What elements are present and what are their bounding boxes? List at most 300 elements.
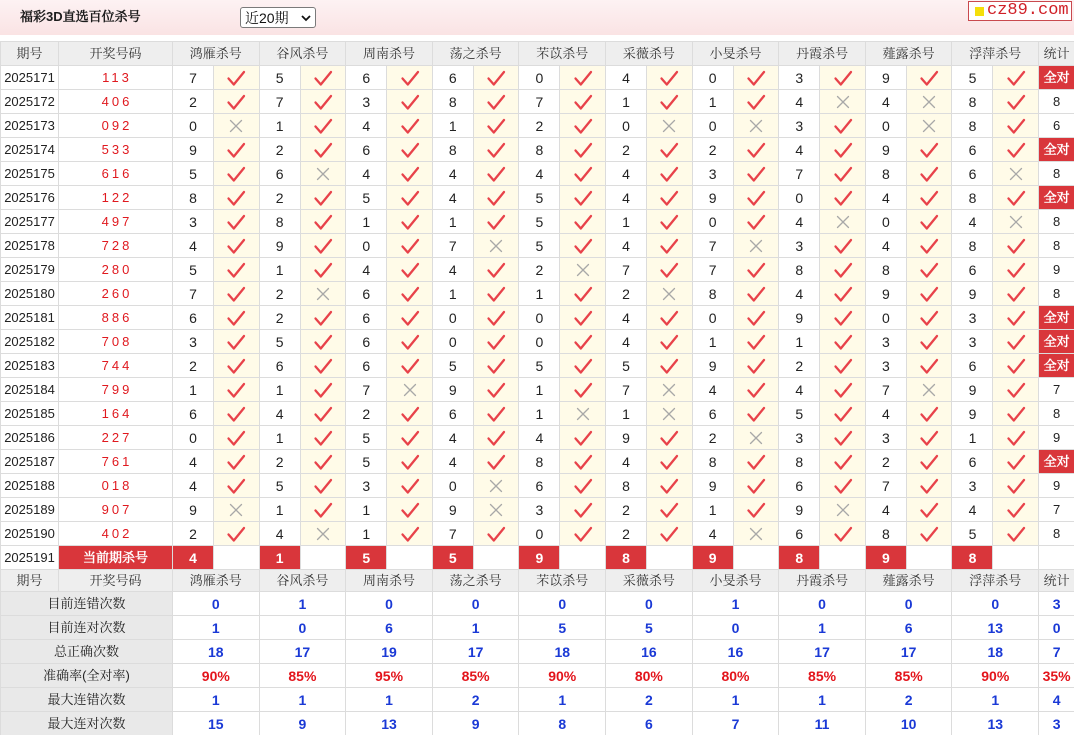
kill-number-cell: 8 xyxy=(692,450,733,474)
kill-result-cell xyxy=(733,234,779,258)
kill-number-cell: 0 xyxy=(519,306,560,330)
kill-number-cell: 9 xyxy=(606,426,647,450)
kill-result-cell xyxy=(906,66,952,90)
kill-result-cell xyxy=(906,402,952,426)
kill-number-cell: 5 xyxy=(259,330,300,354)
check-icon xyxy=(226,166,246,183)
check-icon xyxy=(573,94,593,111)
kill-number-cell: 6 xyxy=(432,402,473,426)
kill-number-cell: 2 xyxy=(173,522,214,546)
kill-number-cell: 3 xyxy=(865,426,906,450)
kill-number-cell: 2 xyxy=(606,282,647,306)
check-icon xyxy=(573,214,593,231)
kill-result-cell xyxy=(733,474,779,498)
check-icon xyxy=(573,310,593,327)
table-row xyxy=(1,138,1074,162)
chevron-down-icon xyxy=(301,13,311,23)
check-icon xyxy=(919,286,939,303)
stat-cell: 全对 xyxy=(1039,66,1074,90)
kill-number-cell: 6 xyxy=(346,330,387,354)
kill-number-cell: 0 xyxy=(519,330,560,354)
column-header-draw-number: 开奖号码 xyxy=(59,42,173,66)
check-icon xyxy=(1006,478,1026,495)
kill-result-cell xyxy=(560,306,606,330)
current-kill-result-empty xyxy=(473,546,519,570)
check-icon xyxy=(573,142,593,159)
kill-number-cell: 4 xyxy=(259,522,300,546)
kill-result-cell xyxy=(473,306,519,330)
stat-cell: 8 xyxy=(1039,162,1074,186)
summary-value: 17 xyxy=(779,640,866,664)
check-icon xyxy=(313,118,333,135)
kill-number-cell: 5 xyxy=(346,426,387,450)
kill-number-cell: 1 xyxy=(606,402,647,426)
current-kill-label: 当前期杀号 xyxy=(59,546,173,570)
kill-number-cell: 7 xyxy=(606,258,647,282)
column-header-stat: 统计 xyxy=(1039,42,1074,66)
kill-number-cell: 8 xyxy=(952,114,993,138)
summary-value: 1 xyxy=(259,688,346,712)
cross-icon xyxy=(922,119,936,133)
summary-value: 85% xyxy=(865,664,952,688)
stat-cell: 7 xyxy=(1039,378,1074,402)
kill-number-cell: 4 xyxy=(779,282,820,306)
check-icon xyxy=(573,70,593,87)
kill-number-cell: 4 xyxy=(432,426,473,450)
check-icon xyxy=(486,310,506,327)
header-row xyxy=(1,42,1074,66)
current-kill-result-empty xyxy=(300,546,346,570)
kill-number-cell: 7 xyxy=(692,258,733,282)
table-row xyxy=(1,90,1074,114)
draw-number-cell: 744 xyxy=(59,354,173,378)
kill-result-cell xyxy=(906,90,952,114)
kill-number-cell: 2 xyxy=(692,138,733,162)
kill-result-cell xyxy=(647,210,693,234)
current-kill-number: 8 xyxy=(606,546,647,570)
kill-number-cell: 2 xyxy=(259,186,300,210)
kill-result-cell xyxy=(733,354,779,378)
check-icon xyxy=(1006,310,1026,327)
check-icon xyxy=(659,238,679,255)
kill-result-cell xyxy=(820,210,866,234)
summary-value: 6 xyxy=(606,712,693,735)
summary-row xyxy=(1,592,1074,616)
kill-result-cell xyxy=(300,162,346,186)
check-icon xyxy=(313,454,333,471)
check-icon xyxy=(919,190,939,207)
column-header-expert: 采薇杀号 xyxy=(606,42,693,66)
kill-result-cell xyxy=(214,354,260,378)
kill-result-cell xyxy=(473,522,519,546)
kill-result-cell xyxy=(214,282,260,306)
kill-number-cell: 4 xyxy=(952,498,993,522)
kill-result-cell xyxy=(906,474,952,498)
summary-value: 9 xyxy=(259,712,346,735)
kill-number-cell: 4 xyxy=(606,186,647,210)
check-icon xyxy=(313,238,333,255)
kill-number-cell: 5 xyxy=(346,450,387,474)
kill-result-cell xyxy=(214,162,260,186)
cross-icon xyxy=(316,287,330,301)
summary-value: 8 xyxy=(519,712,606,735)
kill-number-cell: 1 xyxy=(692,498,733,522)
kill-result-cell xyxy=(214,498,260,522)
kill-result-cell xyxy=(560,426,606,450)
kill-result-cell xyxy=(387,498,433,522)
kill-result-cell xyxy=(387,522,433,546)
kill-number-cell: 0 xyxy=(346,234,387,258)
kill-result-cell xyxy=(387,378,433,402)
stat-cell: 6 xyxy=(1039,114,1074,138)
kill-number-cell: 5 xyxy=(519,210,560,234)
summary-value: 2 xyxy=(606,688,693,712)
site-logo[interactable] xyxy=(968,1,1072,21)
kill-number-cell: 4 xyxy=(865,90,906,114)
check-icon xyxy=(573,502,593,519)
kill-result-cell xyxy=(733,450,779,474)
summary-section xyxy=(1,592,1074,735)
kill-result-cell xyxy=(387,234,433,258)
check-icon xyxy=(919,502,939,519)
check-icon xyxy=(919,334,939,351)
summary-value: 0 xyxy=(259,616,346,640)
summary-value: 85% xyxy=(779,664,866,688)
cross-icon xyxy=(749,431,763,445)
kill-number-cell: 3 xyxy=(865,354,906,378)
table-row xyxy=(1,306,1074,330)
kill-number-cell: 5 xyxy=(519,186,560,210)
check-icon xyxy=(313,94,333,111)
table-row xyxy=(1,234,1074,258)
kill-number-cell: 8 xyxy=(432,138,473,162)
kill-result-cell xyxy=(473,330,519,354)
kill-number-cell: 1 xyxy=(779,330,820,354)
cross-icon xyxy=(749,119,763,133)
kill-number-cell: 3 xyxy=(519,498,560,522)
kill-number-cell: 8 xyxy=(692,282,733,306)
kill-result-cell xyxy=(473,66,519,90)
check-icon xyxy=(226,358,246,375)
check-icon xyxy=(400,454,420,471)
kill-result-cell xyxy=(647,330,693,354)
kill-result-cell xyxy=(733,258,779,282)
period-range-select[interactable] xyxy=(240,7,316,28)
stat-cell: 全对 xyxy=(1039,186,1074,210)
cross-icon xyxy=(836,215,850,229)
column-header-stat: 统计 xyxy=(1039,570,1074,592)
stat-cell: 8 xyxy=(1039,282,1074,306)
kill-result-cell xyxy=(214,90,260,114)
kill-number-cell: 0 xyxy=(692,66,733,90)
kill-result-cell xyxy=(733,330,779,354)
check-icon xyxy=(573,118,593,135)
column-header-period: 期号 xyxy=(1,42,59,66)
check-icon xyxy=(573,478,593,495)
draw-number-cell: 113 xyxy=(59,66,173,90)
kill-result-cell xyxy=(993,450,1039,474)
kill-result-cell xyxy=(214,138,260,162)
check-icon xyxy=(833,526,853,543)
kill-number-cell: 3 xyxy=(692,162,733,186)
kill-number-cell: 4 xyxy=(865,498,906,522)
kill-number-cell: 8 xyxy=(519,138,560,162)
kill-result-cell xyxy=(820,162,866,186)
current-kill-result-empty xyxy=(733,546,779,570)
column-header-expert: 浮萍杀号 xyxy=(952,570,1039,592)
table-row xyxy=(1,282,1074,306)
kill-result-cell xyxy=(214,378,260,402)
check-icon xyxy=(746,502,766,519)
check-icon xyxy=(313,478,333,495)
kill-number-cell: 9 xyxy=(259,234,300,258)
kill-result-cell xyxy=(473,186,519,210)
cross-icon xyxy=(836,503,850,517)
kill-number-cell: 4 xyxy=(346,162,387,186)
kill-number-cell: 4 xyxy=(173,450,214,474)
summary-value: 15 xyxy=(173,712,260,735)
kill-result-cell xyxy=(906,210,952,234)
kill-number-cell: 8 xyxy=(952,186,993,210)
summary-stat-value: 3 xyxy=(1039,592,1074,616)
current-kill-result-empty xyxy=(387,546,433,570)
check-icon xyxy=(1006,262,1026,279)
kill-number-cell: 5 xyxy=(259,474,300,498)
kill-result-cell xyxy=(473,282,519,306)
check-icon xyxy=(400,502,420,519)
check-icon xyxy=(659,502,679,519)
kill-number-cell: 4 xyxy=(606,330,647,354)
check-icon xyxy=(919,478,939,495)
stat-cell: 全对 xyxy=(1039,450,1074,474)
draw-number-cell: 406 xyxy=(59,90,173,114)
kill-result-cell xyxy=(993,306,1039,330)
summary-value: 1 xyxy=(692,688,779,712)
kill-result-cell xyxy=(820,450,866,474)
check-icon xyxy=(919,406,939,423)
draw-number-cell: 122 xyxy=(59,186,173,210)
check-icon xyxy=(746,310,766,327)
kill-result-cell xyxy=(820,354,866,378)
kill-result-cell xyxy=(387,330,433,354)
table-row xyxy=(1,354,1074,378)
summary-stat-value: 3 xyxy=(1039,712,1074,735)
kill-number-cell: 4 xyxy=(432,258,473,282)
kill-number-cell: 0 xyxy=(865,210,906,234)
kill-result-cell xyxy=(906,354,952,378)
check-icon xyxy=(746,262,766,279)
summary-value: 16 xyxy=(606,640,693,664)
kill-result-cell xyxy=(993,234,1039,258)
kill-number-cell: 7 xyxy=(606,378,647,402)
current-kill-number: 4 xyxy=(173,546,214,570)
kill-result-cell xyxy=(387,306,433,330)
kill-result-cell xyxy=(560,162,606,186)
cross-icon xyxy=(922,95,936,109)
check-icon xyxy=(226,454,246,471)
history-rows xyxy=(1,66,1074,546)
kill-number-cell: 3 xyxy=(952,330,993,354)
kill-number-cell: 9 xyxy=(865,66,906,90)
kill-number-cell: 8 xyxy=(519,450,560,474)
cross-icon xyxy=(316,527,330,541)
current-kill-result-empty xyxy=(214,546,260,570)
check-icon xyxy=(833,334,853,351)
kill-number-cell: 3 xyxy=(779,234,820,258)
kill-number-cell: 4 xyxy=(952,210,993,234)
check-icon xyxy=(486,382,506,399)
current-kill-number: 9 xyxy=(519,546,560,570)
check-icon xyxy=(746,214,766,231)
column-header-expert: 鸿雁杀号 xyxy=(173,570,260,592)
column-header-expert: 芣苡杀号 xyxy=(519,570,606,592)
kill-result-cell xyxy=(473,162,519,186)
check-icon xyxy=(833,406,853,423)
logo-text: cz89.com xyxy=(987,1,1069,20)
kill-result-cell xyxy=(387,450,433,474)
period-cell: 2025175 xyxy=(1,162,59,186)
kill-result-cell xyxy=(906,282,952,306)
kill-number-table-wrap xyxy=(0,41,1074,735)
period-cell: 2025178 xyxy=(1,234,59,258)
check-icon xyxy=(226,190,246,207)
summary-row xyxy=(1,688,1074,712)
check-icon xyxy=(400,430,420,447)
kill-number-cell: 7 xyxy=(432,522,473,546)
period-cell: 2025174 xyxy=(1,138,59,162)
stat-cell: 8 xyxy=(1039,90,1074,114)
column-header-expert: 浮萍杀号 xyxy=(952,42,1039,66)
kill-result-cell xyxy=(647,234,693,258)
check-icon xyxy=(486,430,506,447)
check-icon xyxy=(919,214,939,231)
check-icon xyxy=(400,166,420,183)
kill-result-cell xyxy=(300,330,346,354)
kill-result-cell xyxy=(993,162,1039,186)
kill-result-cell xyxy=(647,426,693,450)
check-icon xyxy=(1006,70,1026,87)
kill-result-cell xyxy=(733,522,779,546)
kill-number-cell: 6 xyxy=(952,138,993,162)
kill-number-cell: 9 xyxy=(432,498,473,522)
kill-number-cell: 0 xyxy=(173,426,214,450)
kill-result-cell xyxy=(993,258,1039,282)
check-icon xyxy=(400,334,420,351)
kill-number-table xyxy=(0,41,1074,735)
kill-result-cell xyxy=(906,522,952,546)
check-icon xyxy=(400,70,420,87)
table-row xyxy=(1,66,1074,90)
check-icon xyxy=(919,358,939,375)
summary-value: 18 xyxy=(173,640,260,664)
kill-result-cell xyxy=(300,66,346,90)
cross-icon xyxy=(489,239,503,253)
check-icon xyxy=(486,358,506,375)
cross-icon xyxy=(576,263,590,277)
kill-result-cell xyxy=(300,426,346,450)
kill-result-cell xyxy=(560,450,606,474)
kill-result-cell xyxy=(300,138,346,162)
cross-icon xyxy=(662,119,676,133)
kill-number-cell: 4 xyxy=(865,402,906,426)
check-icon xyxy=(659,310,679,327)
kill-number-cell: 7 xyxy=(865,474,906,498)
column-header-expert: 谷风杀号 xyxy=(259,42,346,66)
check-icon xyxy=(919,70,939,87)
kill-number-cell: 9 xyxy=(779,498,820,522)
kill-result-cell xyxy=(387,210,433,234)
stat-cell: 9 xyxy=(1039,426,1074,450)
summary-value: 10 xyxy=(865,712,952,735)
check-icon xyxy=(833,238,853,255)
kill-result-cell xyxy=(993,522,1039,546)
kill-number-cell: 6 xyxy=(952,354,993,378)
check-icon xyxy=(573,166,593,183)
draw-number-cell: 533 xyxy=(59,138,173,162)
summary-value: 0 xyxy=(779,592,866,616)
kill-result-cell xyxy=(647,522,693,546)
kill-result-cell xyxy=(820,378,866,402)
check-icon xyxy=(226,406,246,423)
check-icon xyxy=(1006,118,1026,135)
summary-label: 目前连错次数 xyxy=(1,592,173,616)
kill-number-cell: 4 xyxy=(865,234,906,258)
kill-number-cell: 4 xyxy=(606,66,647,90)
kill-number-cell: 0 xyxy=(606,114,647,138)
kill-number-cell: 1 xyxy=(606,90,647,114)
draw-number-cell: 497 xyxy=(59,210,173,234)
summary-value: 17 xyxy=(432,640,519,664)
draw-number-cell: 886 xyxy=(59,306,173,330)
kill-number-cell: 4 xyxy=(779,90,820,114)
check-icon xyxy=(400,190,420,207)
cross-icon xyxy=(662,287,676,301)
summary-stat-value: 0 xyxy=(1039,616,1074,640)
kill-number-cell: 1 xyxy=(519,378,560,402)
summary-value: 0 xyxy=(173,592,260,616)
check-icon xyxy=(833,70,853,87)
kill-number-cell: 1 xyxy=(519,282,560,306)
check-icon xyxy=(919,166,939,183)
check-icon xyxy=(313,406,333,423)
stat-cell: 全对 xyxy=(1039,306,1074,330)
kill-number-cell: 7 xyxy=(173,282,214,306)
cross-icon xyxy=(229,503,243,517)
kill-result-cell xyxy=(387,186,433,210)
kill-number-cell: 4 xyxy=(432,186,473,210)
summary-stat-value: 7 xyxy=(1039,640,1074,664)
check-icon xyxy=(226,526,246,543)
cross-icon xyxy=(489,503,503,517)
stat-cell: 8 xyxy=(1039,522,1074,546)
stat-cell: 全对 xyxy=(1039,330,1074,354)
column-header-expert: 薤露杀号 xyxy=(865,570,952,592)
period-cell: 2025183 xyxy=(1,354,59,378)
kill-result-cell xyxy=(647,186,693,210)
check-icon xyxy=(226,142,246,159)
check-icon xyxy=(746,358,766,375)
check-icon xyxy=(659,334,679,351)
kill-number-cell: 9 xyxy=(692,186,733,210)
kill-number-cell: 6 xyxy=(432,66,473,90)
draw-number-cell: 092 xyxy=(59,114,173,138)
table-row xyxy=(1,474,1074,498)
kill-result-cell xyxy=(387,354,433,378)
kill-result-cell xyxy=(647,474,693,498)
kill-number-cell: 0 xyxy=(779,186,820,210)
column-header-draw-number: 开奖号码 xyxy=(59,570,173,592)
stat-cell-empty xyxy=(1039,546,1074,570)
